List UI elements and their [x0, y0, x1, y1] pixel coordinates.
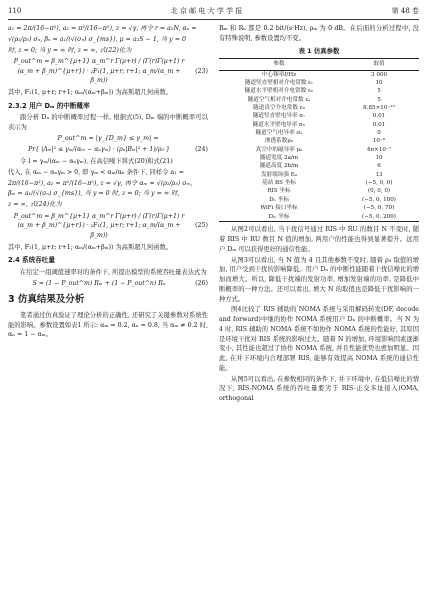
- equation-24: [8, 145, 208, 155]
- table-row: [219, 155, 419, 163]
- table-cell-value: 6: [377, 163, 381, 170]
- table-row: [219, 146, 419, 154]
- right-column: [219, 24, 419, 405]
- section-2-3-2-heading: 2.3.2 用户 Dₘ 的中断概率: [8, 101, 90, 110]
- table-row: [219, 71, 419, 80]
- parameter-table: [219, 58, 419, 222]
- equation-24-body: Pr{ |Λₘ|² ≤ γₘ/(αₘ − αₙγₘ) · (ρₙ|Bₘ|² + 1)/ρ₃ }: [28, 146, 170, 154]
- equation-26-number: (26): [195, 280, 208, 288]
- table-row: [219, 188, 419, 196]
- paragraph-f1b: 其中, F₁(1, μ+r; r+1; αₘ/(αₘ+βₘ)) 为高斯超几何函数。: [8, 243, 173, 251]
- paragraph-dm-outage: 跟分析 Dₙ 的中断概率过程一样, 根据式(5), Dₘ 端的中断概率可以表示为: [8, 114, 208, 131]
- table-row: [219, 104, 419, 112]
- equation-24-number: (24): [195, 146, 208, 154]
- eq-params-a2: 2π/(16−π²), a₂ = π²/(16−π²), z = √γ, 再令 αₘ = √(ρ₂/ρ₃) σₘ,: [8, 179, 193, 187]
- table-cell-param: 基站 BS 坐标: [262, 180, 296, 187]
- paragraph-fig3: 从图3可以看出, 当 N 值为 4 且其他参数不变时, 随着 ρ₃ 取值的增加, 用户受到干扰的影响降低。用户 Dₙ 的中断性能随着干扰信噪比的增加而增大。所以, 降低干扰端的发射功率, 增加发射端的功率, 是降低中断概率的一种方法。还可以看出, 增大 N 的取值也是降低干扰影响的一种方式。: [219, 256, 419, 303]
- table-cell-param: 发射端场强 E₀: [260, 171, 298, 178]
- equation-26-body: S = (1 − P_out^m) Rₘ + (1 − P_out^n) Rₙ: [32, 280, 166, 288]
- table-cell-value: 0: [377, 130, 381, 137]
- eq-params-c: 时, z = 0; 当 y = ∞ 时, z = ∞, 式(22)化为: [8, 46, 132, 54]
- eq-params-c2: z = ∞, 式(24)化为: [8, 201, 62, 209]
- equation-25-number: (25): [195, 222, 208, 230]
- paragraph-fig2: 从图2可以看出, 当干扰信号通过 RIS 中 RU 的数目 N 不变时, 随着 RIS 中 RU 数目 N 值的增加, 两用户的性能也得到显著提升。远用户 Dₘ 可以获得更好的通信性能。: [219, 226, 419, 253]
- equation-26: [8, 279, 208, 289]
- equation-23-number: (23): [195, 67, 208, 75]
- table-header-value: 取值: [339, 59, 419, 71]
- table-row: [219, 129, 419, 137]
- equation-23: [8, 57, 208, 86]
- table-cell-param: WiFi 接口坐标: [260, 205, 298, 212]
- table-cell-param: 隧道真空介电常数 ε₀: [253, 105, 305, 112]
- table-cell-param: 隧道宽度 2a/m: [259, 155, 299, 162]
- table-cell-value: (−5, 0, 70): [363, 205, 395, 212]
- table-cell-param: 隧道水平壁相对介电常数 εₕ: [244, 88, 314, 95]
- table-row: [219, 171, 419, 179]
- table-header-param: 参数: [219, 59, 339, 71]
- table-row: [219, 196, 419, 204]
- table-row: [219, 163, 419, 171]
- table-row: [219, 138, 419, 146]
- table-caption: 表 1 仿真参数: [298, 46, 340, 55]
- table-row: [219, 113, 419, 121]
- table-row: [219, 205, 419, 213]
- table-cell-param: 隧道高度 2b/m: [259, 163, 299, 170]
- table-row: [219, 96, 419, 104]
- section-2-4-heading: 2.4 系统吞吐量: [8, 256, 55, 265]
- table-row: [219, 213, 419, 222]
- paragraph-simulation: 笔者通过仿真验证了理论分析的正确性, 还研究了关键参数对系统性能的影响。参数设置如表1 所示: αₘ = 0.2, αₙ = 0.8, 当 αₘ ≠ 0.2 时, αₙ = 1 − αₘ。: [8, 311, 208, 339]
- table-cell-value: (−5, 0, 100): [362, 196, 396, 203]
- table-cell-param: 隧道竖直壁电导率 σᵥ: [252, 113, 306, 120]
- volume-label: 第 48 卷: [391, 7, 419, 15]
- table-cell-value: 5: [377, 88, 381, 95]
- table-cell-param: 隧道水平壁电导率 σₕ: [252, 121, 306, 128]
- table-cell-param: 隧道竖直壁相对介电常数 εᵥ: [244, 80, 314, 87]
- table-cell-value: 10⁻⁶: [372, 138, 386, 145]
- table-header-row: [219, 59, 419, 71]
- table-cell-param: 中心频率f/Hz: [261, 71, 297, 78]
- equation-25: [8, 212, 208, 241]
- table-row: [219, 88, 419, 96]
- paragraph-throughput: 在给定一组阈值速率对的条件下, 所提出模型的系统吞吐量表达式为: [20, 268, 207, 276]
- paragraph-fig5: 从图5可以看出, 在参数相同的条件下, 井下环境中, 在低信噪比的情况下, RIS-NOMA 系统的吞吐量要劣于 RIS-正交多址接入(OMA, orthogonal: [219, 375, 419, 403]
- table-cell-value: 8.85×10⁻¹²: [363, 105, 395, 112]
- table-cell-value: (−5, 0, 200): [339, 213, 419, 222]
- table-cell-value: 5: [377, 96, 381, 103]
- table-cell-param: Dₘ 坐标: [219, 213, 339, 222]
- paragraph-f1: 其中, F₁(1, μ+r; r+1; αₘ/(αₘ+βₘ)) 为高斯超几何函数。: [8, 89, 173, 97]
- table-cell-value: 4π×10⁻⁷: [366, 146, 392, 153]
- paragraph-let-l: 令 l = γₘ/(αₘ − αₙγₘ), 在高信噪下将式(20)和式(21): [20, 158, 173, 166]
- table-cell-value: 3 000: [370, 71, 387, 78]
- paragraph-rates: Rₘ 和 Rₙ 都是 0.2 bit/(s·Hz), ρₘ 为 0 dB。在后面的分析过程中, 没有特殊说明, 参数设置均不变。: [219, 25, 419, 42]
- journal-title: 北 京 邮 电 大 学 学 报: [170, 7, 243, 15]
- paragraph-fig4: 图4比较了 RIS 辅助的 NOMA 系统与采用解码转发(DF, decode and forward)中继的协作 NOMA 系统用户 Dₙ 的中断概率。当 N 为 4 时, RIS 辅助的 NOMA 系统不如协作 NOMA 系统的性能好, 其原因是环境干扰对 RIS 系统的影响过大。随着 N 的增加, 环境影响因素逐渐变小, 其性能也超过了协作 NOMA 系统, 并且性能优势也愈加明显。因此, 在井下环境内合理部署 RIS, 能够有效提高 NOMA 系统的通信性能。: [219, 306, 419, 372]
- table-cell-value: 10: [375, 155, 383, 162]
- equation-23-body: P_out^m = β_m^{μ+1} α_m^r Γ(μ+r) / (Γ(r)Γ(μ+1) r (α_m + β_m)^{μ+r}) · ₂F₁(1, μ+r; r+1; α_m/(α_m + β_m)): [13, 58, 185, 85]
- table-cell-value: (−5, 0, 0): [365, 180, 393, 187]
- paragraph-substitute: 代入, 在 αₘ − αₙγₘ > 0, 即 γₘ < αₘ/αₙ 条件下, 同样令 a₁ =: [8, 168, 184, 176]
- table-cell-value: (0, 0, 0): [367, 188, 391, 195]
- table-cell-value: 0.01: [372, 113, 386, 120]
- table-cell-value: 10: [375, 80, 383, 87]
- table-cell-param: 渗透系数μ₀: [264, 138, 294, 145]
- section-3-heading: 3 仿真结果及分析: [8, 294, 85, 306]
- eq-params-a: a₁ = 2π/(16−π²), a₂ = π²/(16−π²), z = √γ, 再令 r = a₂N, αₙ =: [8, 25, 197, 32]
- eq-24-line1: P_out^m = |γ_{D_m} ≤ γ_m| =: [57, 134, 159, 142]
- running-header: [8, 4, 419, 18]
- header-rule: [8, 19, 419, 20]
- table-cell-value: 13: [375, 171, 383, 178]
- table-row: [219, 180, 419, 188]
- table-cell-value: 0.01: [372, 121, 386, 128]
- table-row: [219, 121, 419, 129]
- eq-params-b: √(ρ₂/ρ₃) σₙ, βₙ = a₁/(√(σₙ) σ_{ms}), μ = a₂S − 1, 当 y = 0: [8, 35, 186, 43]
- table-cell-param: 真空中的磁导率 μ₀: [255, 146, 303, 153]
- table-cell-param: 隧道空气电导率 σₐ: [255, 130, 303, 137]
- left-column: [8, 24, 208, 341]
- page-number: 110: [8, 7, 22, 15]
- equation-25-body: P_out^m = β_m^{μ+1} α_m^r Γ(μ+r) / (Γ(r)Γ(μ+1) r (α_m + β_m)^{μ+r}) · ₂F₁(1, μ+r; r+1; α_m/(α_m + β_m)): [13, 212, 185, 240]
- table-row: [219, 79, 419, 87]
- table-cell-param: 隧道空气相对介电常数 εₐ: [247, 96, 311, 103]
- eq-params-b2: βₘ = a₁/(√(σₙ) σ_{ms}), 当 y = 0 时, z = 0; 当 y = ∞ 时,: [8, 190, 180, 198]
- table-cell-param: RIS 坐标: [267, 188, 291, 195]
- table-cell-param: Dₙ 坐标: [269, 196, 289, 203]
